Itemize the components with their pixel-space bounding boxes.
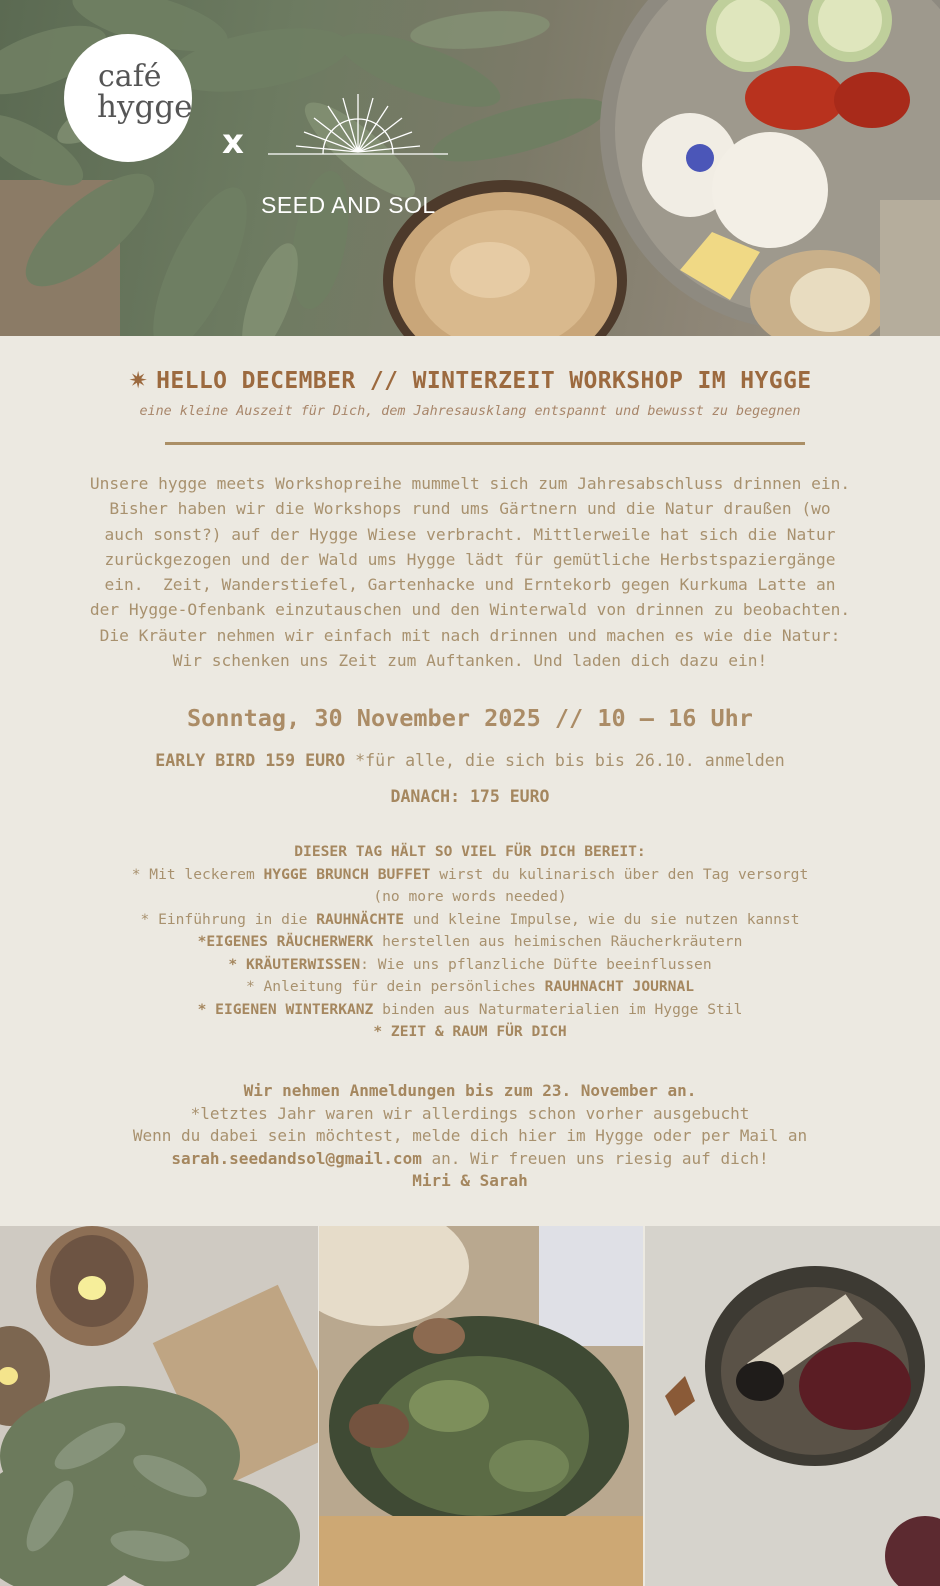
photo-smudge-bowl (645, 1226, 940, 1586)
intro-line: Unsere hygge meets Workshopreihe mummelt sich zum Jahresabschluss drinnen ein. (89, 474, 851, 493)
headline-text: HELLO DECEMBER // WINTERZEIT WORKSHOP IM HYGGE (156, 368, 812, 394)
early-bird-label: EARLY BIRD 159 EURO (155, 751, 346, 770)
intro-line: Die Kräuter nehmen wir einfach mit nach drinnen und machen es wie die Natur: (99, 625, 841, 645)
program-list (0, 841, 940, 1044)
hero-banner (0, 0, 940, 336)
collaboration-x: x (222, 122, 244, 162)
divider (165, 442, 805, 445)
intro-line: auch sonst?) auf der Hygge Wiese verbracht. Mittlerweile hat sich die Natur (104, 524, 836, 544)
photo-wreath-binding (319, 1226, 643, 1586)
early-bird-price (0, 751, 940, 770)
intro-line: Wir schenken uns Zeit zum Auftanken. Und laden dich dazu ein! (172, 651, 768, 671)
sold-out-note: *letztes Jahr waren wir allerdings schon vorher ausgebucht (190, 1103, 750, 1123)
subtitle: eine kleine Auszeit für Dich, dem Jahresausklang entspannt und bewusst zu begegnen (139, 404, 801, 419)
photo-sage-candles (0, 1226, 318, 1586)
list-item: * Mit leckerem HYGGE BRUNCH BUFFET wirst du kulinarisch über den Tag versorgt (131, 865, 809, 883)
seed-and-sol-logo-text: SEED AND SOL (261, 192, 436, 218)
closing-section (0, 1080, 940, 1193)
list-item: * Einführung in die RAUHNÄCHTE und kleine Impulse, wie du sie nutzen kannst (140, 910, 800, 928)
list-title: DIESER TAG HÄLT SO VIEL FÜR DICH BEREIT: (294, 843, 646, 860)
intro-line: ein. Zeit, Wanderstiefel, Gartenhacke und Erntekorb gegen Kurkuma Latte an (104, 575, 836, 595)
event-date: Sonntag, 30 November 2025 // 10 – 16 Uhr (187, 704, 753, 732)
intro-line: Bisher haben wir die Workshops rund ums Gärtnern und die Natur draußen (wo (109, 499, 831, 519)
photo-strip (0, 1226, 940, 1586)
email-link[interactable]: sarah.seedandsol@gmail.com (171, 1148, 422, 1168)
logo-text-cafe: café (98, 59, 162, 94)
intro-line: zurückgezogen und der Wald ums Hygge lädt für gemütliche Herbstspaziergänge (104, 549, 836, 569)
sun-rays-icon (268, 92, 448, 192)
registration-deadline: Wir nehmen Anmeldungen bis zum 23. November an. (243, 1081, 697, 1100)
early-bird-note: *für alle, die sich bis bis 26.10. anmelden (345, 751, 785, 770)
email-line: sarah.seedandsol@gmail.com an. Wir freuen uns riesig auf dich! (171, 1148, 769, 1168)
list-item: * KRÄUTERWISSEN: Wie uns pflanzliche Düfte beeinflussen (228, 955, 712, 973)
list-item: *EIGENES RÄUCHERWERK herstellen aus heimischen Räucherkräutern (197, 933, 743, 950)
logo-text-hygge: hygge (97, 89, 193, 125)
intro-line: der Hygge-Ofenbank einzutauschen und den Winterwald von drinnen zu beobachten. (89, 600, 851, 620)
starburst-icon: ✷ (128, 368, 149, 394)
page-title (0, 368, 940, 394)
regular-price: DANACH: 175 EURO (390, 787, 550, 806)
list-item: * EIGENEN WINTERKANZ binden aus Naturmaterialien im Hygge Stil (197, 1000, 743, 1018)
flyer-content (0, 336, 940, 1226)
list-item: (no more words needed) (373, 888, 567, 905)
signature: Miri & Sarah (412, 1171, 528, 1190)
list-item: * Anleitung für dein persönliches RAUHNACHT JOURNAL (245, 978, 695, 995)
contact-text: Wenn du dabei sein möchtest, melde dich hier im Hygge oder per Mail an (132, 1126, 808, 1145)
intro-paragraph (30, 471, 910, 673)
list-item: * ZEIT & RAUM FÜR DICH (373, 1023, 567, 1040)
